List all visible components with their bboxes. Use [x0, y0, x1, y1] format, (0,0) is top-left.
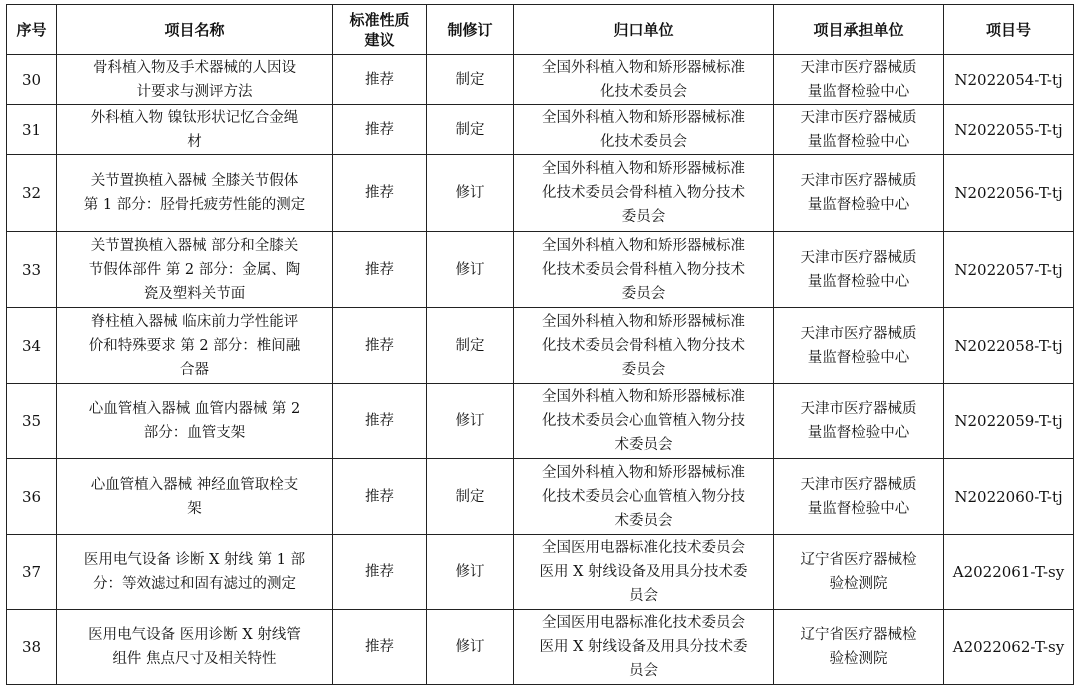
standards-table-container: [6, 4, 1073, 685]
cell-responsible-dept-line: 术委员会: [614, 437, 673, 453]
cell-undertaker-line: 量监督检验中心: [807, 197, 910, 213]
header-project-code: 项目号: [944, 5, 1074, 55]
header-row: [7, 5, 1074, 55]
cell-project-code: N2022059-T-tj: [944, 384, 1074, 459]
cell-undertaker-line: 天津市医疗器械质: [800, 109, 917, 126]
cell-undertaker: [774, 308, 944, 384]
cell-project-code: N2022060-T-tj: [944, 459, 1074, 535]
cell-responsible-dept-line: 全国外科植入物和矫形器械标准: [542, 313, 745, 330]
cell-project-name: [57, 610, 333, 685]
cell-project-name-line: 架: [187, 500, 202, 517]
cell-seq: 35: [7, 384, 57, 459]
cell-responsible-dept-line: 医用 X 射线设备及用具分技术委: [539, 564, 748, 580]
cell-project-name-line: 计要求与测评方法: [136, 83, 253, 100]
cell-responsible-dept: [514, 459, 774, 535]
cell-project-name-line: 外科植入物 镍钛形状记忆合金绳: [90, 109, 299, 126]
cell-responsible-dept-line: 化技术委员会心血管植入物分技: [542, 488, 745, 505]
cell-seq: 31: [7, 105, 57, 155]
cell-project-name-line: 组件 焦点尺寸及相关特性: [112, 651, 277, 667]
cell-responsible-dept: [514, 384, 774, 459]
cell-project-name-line: 骨科植入物及手术器械的人因设: [93, 59, 296, 76]
header-project-name: 项目名称: [57, 5, 333, 55]
cell-revision: 修订: [427, 232, 514, 308]
cell-seq: 30: [7, 55, 57, 105]
cell-undertaker-line: 量监督检验中心: [807, 133, 910, 150]
cell-revision: 制定: [427, 105, 514, 155]
cell-seq: 37: [7, 535, 57, 610]
cell-project-name-line: 价和特殊要求 第 2 部分：椎间融: [88, 337, 301, 354]
table-row: [7, 610, 1074, 685]
cell-undertaker: [774, 459, 944, 535]
cell-revision: 修订: [427, 610, 514, 685]
cell-undertaker: [774, 155, 944, 232]
cell-responsible-dept-line: 员会: [629, 663, 658, 679]
table-row: [7, 105, 1074, 155]
cell-undertaker: [774, 55, 944, 105]
cell-standard-nature: 推荐: [333, 155, 427, 232]
table-row: [7, 535, 1074, 610]
cell-responsible-dept-line: 全国外科植入物和矫形器械标准: [542, 109, 745, 126]
cell-project-name-line: 分：等效滤过和固有滤过的测定: [93, 576, 296, 592]
cell-standard-nature: 推荐: [333, 55, 427, 105]
cell-responsible-dept-line: 全国外科植入物和矫形器械标准: [542, 464, 745, 481]
cell-seq: 33: [7, 232, 57, 308]
cell-project-name: [57, 55, 333, 105]
cell-undertaker: [774, 384, 944, 459]
cell-revision: 修订: [427, 535, 514, 610]
cell-undertaker-line: 天津市医疗器械质: [800, 249, 917, 266]
cell-seq: 36: [7, 459, 57, 535]
table-row: [7, 308, 1074, 384]
cell-undertaker: [774, 610, 944, 685]
cell-revision: 修订: [427, 155, 514, 232]
cell-project-code: N2022057-T-tj: [944, 232, 1074, 308]
cell-project-name-line: 第 1 部分：胫骨托疲劳性能的测定: [83, 197, 306, 213]
cell-standard-nature: 推荐: [333, 535, 427, 610]
cell-undertaker: [774, 232, 944, 308]
cell-revision: 修订: [427, 384, 514, 459]
cell-undertaker-line: 天津市医疗器械质: [800, 325, 917, 342]
cell-project-name-line: 材: [187, 133, 202, 150]
table-row: [7, 232, 1074, 308]
cell-project-name: [57, 308, 333, 384]
cell-responsible-dept: [514, 535, 774, 610]
cell-responsible-dept-line: 全国外科植入物和矫形器械标准: [542, 237, 745, 254]
cell-project-code: N2022058-T-tj: [944, 308, 1074, 384]
cell-project-name: [57, 535, 333, 610]
header-standard-nature: [333, 5, 427, 55]
header-revision: 制修订: [427, 5, 514, 55]
cell-responsible-dept-line: 全国医用电器标准化技术委员会: [542, 540, 745, 556]
cell-standard-nature: 推荐: [333, 105, 427, 155]
cell-project-code: A2022062-T-sy: [944, 610, 1074, 685]
cell-responsible-dept-line: 委员会: [621, 209, 666, 225]
cell-responsible-dept: [514, 155, 774, 232]
cell-seq: 38: [7, 610, 57, 685]
cell-project-name-line: 脊柱植入器械 临床前力学性能评: [90, 313, 299, 330]
cell-standard-nature: 推荐: [333, 232, 427, 308]
cell-project-name-line: 瓷及塑料关节面: [143, 285, 246, 302]
cell-responsible-dept: [514, 610, 774, 685]
cell-undertaker: [774, 105, 944, 155]
cell-responsible-dept-line: 委员会: [621, 285, 666, 302]
cell-seq: 32: [7, 155, 57, 232]
table-body: [7, 55, 1074, 685]
cell-revision: 制定: [427, 308, 514, 384]
cell-project-name-line: 部分：血管支架: [143, 425, 246, 441]
cell-project-name: [57, 384, 333, 459]
cell-seq: 34: [7, 308, 57, 384]
cell-project-name-line: 节假体部件 第 2 部分：金属、陶: [88, 261, 301, 278]
cell-responsible-dept-line: 委员会: [621, 361, 666, 378]
cell-responsible-dept: [514, 232, 774, 308]
cell-responsible-dept-line: 医用 X 射线设备及用具分技术委: [539, 639, 748, 655]
cell-project-name-line: 心血管植入器械 神经血管取栓支: [90, 476, 299, 493]
cell-responsible-dept: [514, 308, 774, 384]
cell-undertaker-line: 量监督检验中心: [807, 273, 910, 290]
cell-responsible-dept-line: 化技术委员会: [600, 133, 687, 150]
cell-responsible-dept-line: 化技术委员会骨科植入物分技术: [542, 337, 745, 354]
cell-project-code: N2022056-T-tj: [944, 155, 1074, 232]
cell-standard-nature: 推荐: [333, 384, 427, 459]
cell-undertaker-line: 辽宁省医疗器械检: [800, 627, 917, 643]
header-undertaker: 项目承担单位: [774, 5, 944, 55]
cell-undertaker-line: 辽宁省医疗器械检: [800, 552, 917, 568]
cell-revision: 制定: [427, 55, 514, 105]
cell-project-name-line: 合器: [180, 361, 209, 378]
cell-responsible-dept: [514, 105, 774, 155]
cell-project-code: N2022054-T-tj: [944, 55, 1074, 105]
cell-undertaker-line: 天津市医疗器械质: [800, 476, 917, 493]
cell-project-name-line: 医用电气设备 医用诊断 X 射线管: [88, 627, 301, 643]
cell-project-name-line: 关节置换植入器械 全膝关节假体: [90, 173, 299, 189]
cell-undertaker-line: 验检测院: [829, 651, 888, 667]
cell-project-name: [57, 459, 333, 535]
cell-undertaker-line: 天津市医疗器械质: [800, 173, 917, 189]
cell-responsible-dept-line: 员会: [629, 588, 658, 604]
cell-standard-nature: 推荐: [333, 459, 427, 535]
cell-project-code: N2022055-T-tj: [944, 105, 1074, 155]
cell-project-name: [57, 232, 333, 308]
cell-standard-nature: 推荐: [333, 308, 427, 384]
table-row: [7, 55, 1074, 105]
cell-undertaker-line: 天津市医疗器械质: [800, 401, 917, 417]
header-seq: 序号: [7, 5, 57, 55]
standards-project-table: [6, 4, 1074, 685]
header-standard-nature-line-1: 标准性质: [349, 10, 410, 29]
table-row: [7, 384, 1074, 459]
cell-revision: 制定: [427, 459, 514, 535]
cell-responsible-dept-line: 化技术委员会心血管植入物分技: [542, 413, 745, 429]
table-row: [7, 459, 1074, 535]
cell-project-name-line: 关节置换植入器械 部分和全膝关: [90, 237, 299, 254]
cell-responsible-dept-line: 全国外科植入物和矫形器械标准: [542, 59, 745, 76]
cell-undertaker-line: 验检测院: [829, 576, 888, 592]
table-row: [7, 155, 1074, 232]
cell-responsible-dept-line: 全国外科植入物和矫形器械标准: [542, 389, 745, 405]
cell-undertaker-line: 量监督检验中心: [807, 349, 910, 366]
header-responsible-dept: 归口单位: [514, 5, 774, 55]
cell-project-name: [57, 155, 333, 232]
cell-undertaker-line: 量监督检验中心: [807, 425, 910, 441]
cell-responsible-dept-line: 化技术委员会: [600, 83, 687, 100]
header-standard-nature-line-2: 建议: [364, 30, 395, 49]
cell-responsible-dept-line: 化技术委员会骨科植入物分技术: [542, 185, 745, 201]
cell-responsible-dept-line: 全国医用电器标准化技术委员会: [542, 615, 745, 631]
cell-responsible-dept: [514, 55, 774, 105]
cell-undertaker-line: 量监督检验中心: [807, 500, 910, 517]
cell-undertaker: [774, 535, 944, 610]
cell-responsible-dept-line: 术委员会: [614, 512, 673, 529]
cell-responsible-dept-line: 化技术委员会骨科植入物分技术: [542, 261, 745, 278]
cell-undertaker-line: 量监督检验中心: [807, 83, 910, 100]
cell-project-name: [57, 105, 333, 155]
cell-project-name-line: 医用电气设备 诊断 X 射线 第 1 部: [83, 552, 306, 568]
cell-project-name-line: 心血管植入器械 血管内器械 第 2: [88, 401, 301, 417]
cell-project-code: A2022061-T-sy: [944, 535, 1074, 610]
cell-responsible-dept-line: 全国外科植入物和矫形器械标准: [542, 161, 745, 177]
cell-undertaker-line: 天津市医疗器械质: [800, 59, 917, 76]
cell-standard-nature: 推荐: [333, 610, 427, 685]
